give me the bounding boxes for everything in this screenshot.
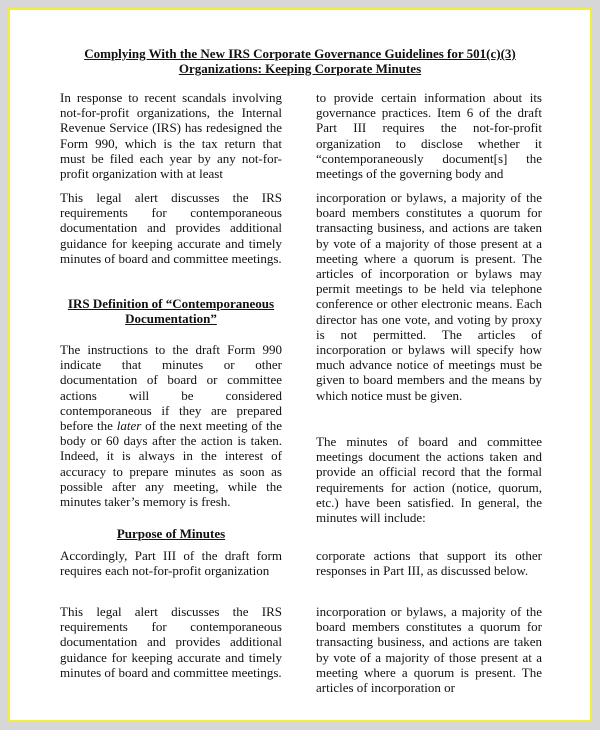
legal-alert-repeat-paragraph: This legal alert discusses the IRS requirements for contemporaneous documentation and provides additional guidance for keeping accurate and timely minutes of board and committee meetings. xyxy=(60,604,282,680)
minutes-paragraph: The minutes of board and committee meetings document the actions taken and provide an official record that the formal requirements for action (notice, quorum, etc.) have been satisfied. In general, the minutes will include: xyxy=(316,434,542,526)
intro-left-paragraph: In response to recent scandals involving not-for-profit organizations, the Internal Revenue Service (IRS) has redesigned the Form 990, which is the tax return that must be filed each year by any not-for-profit organization with at least xyxy=(60,90,282,182)
definition-paragraph xyxy=(60,342,282,509)
definition-text-1: The instructions to the draft Form 990 indicate that minutes or other documentation of board or committee actions will be considered contemporaneous if they are prepared before the xyxy=(60,342,282,434)
intro-right-paragraph: to provide certain information about its governance practices. Item 6 of the draft Part III requires the not-for-profit organization to disclose whether it “contemporaneously document[s] the meetings of the governing body and xyxy=(316,90,542,182)
definition-text-2: of the next meeting of the body or 60 days after the action is taken. Indeed, it is always in the interest of accuracy to prepare minutes as soon as possible after any meeting, while the minutes taker’s memory is fresh. xyxy=(60,418,282,510)
title-line-2: Organizations: Keeping Corporate Minutes xyxy=(178,61,422,76)
purpose-right-paragraph: corporate actions that support its other responses in Part III, as discussed below. xyxy=(316,548,542,579)
definition-heading-line-1: IRS Definition of “Contemporaneous xyxy=(67,296,275,311)
purpose-heading: Purpose of Minutes xyxy=(116,526,226,541)
title-line-1: Complying With the New IRS Corporate Governance Guidelines for 501(c)(3) xyxy=(84,46,516,61)
document-title xyxy=(10,46,590,76)
quorum-paragraph: incorporation or bylaws, a majority of the board members constitutes a quorum for transacting business, and actions are taken by vote of a majority of those present at a meeting where a quorum is present. The articles of incorporation or bylaws may permit meetings to be held via telephone conference or other electronic means. Each director has one vote, and voting by proxy is not permitted. The articles of incorporation or bylaws will specify how much advance notice of meetings must be given to board members and the means by which notice must be given. xyxy=(316,190,542,403)
quorum-repeat-paragraph: incorporation or bylaws, a majority of the board members constitutes a quorum for transacting business, and actions are taken by vote of a majority of those present at a meeting where a quorum is present. The articles of incorporation or xyxy=(316,604,542,696)
definition-heading-line-2: Documentation” xyxy=(125,311,217,326)
definition-text-later: later xyxy=(116,418,142,434)
definition-heading xyxy=(60,296,282,326)
purpose-paragraph: Accordingly, Part III of the draft form requires each not-for-profit organization xyxy=(60,548,282,579)
legal-alert-paragraph: This legal alert discusses the IRS requirements for contemporaneous documentation and provides additional guidance for keeping accurate and timely minutes of board and committee meetings. xyxy=(60,190,282,266)
document-page xyxy=(8,8,592,722)
